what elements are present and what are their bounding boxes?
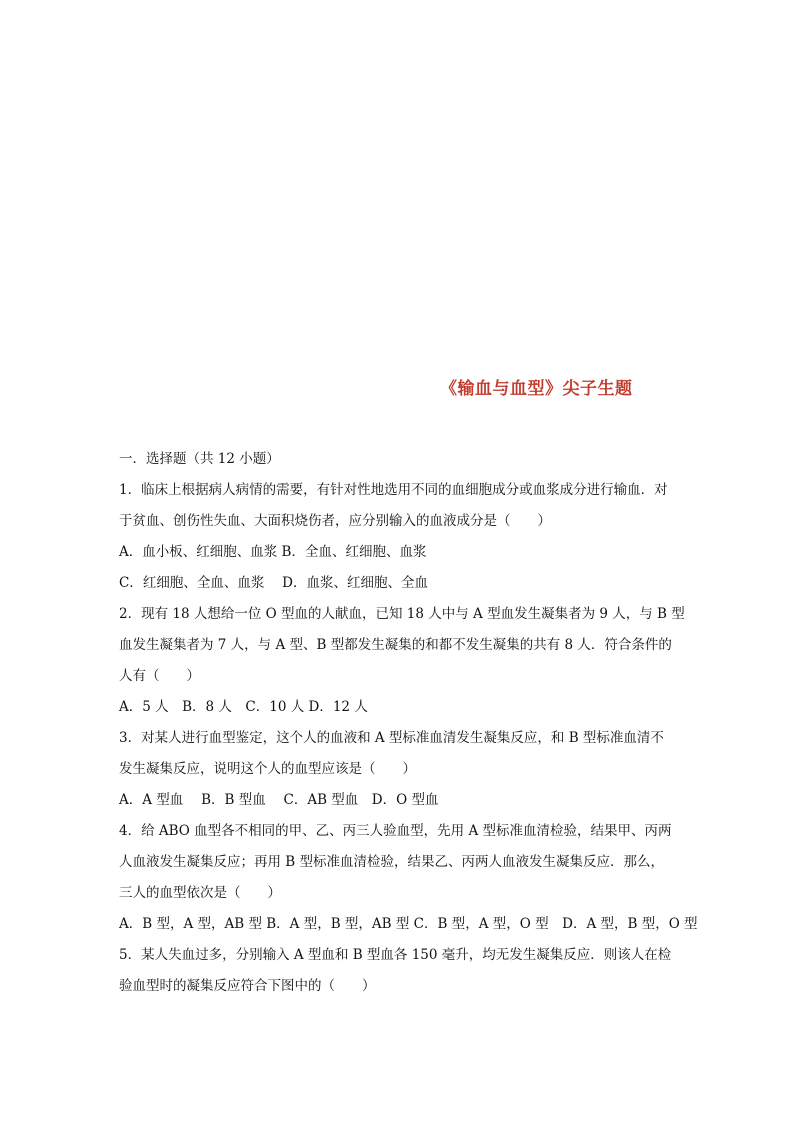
document-title: 《输血与血型》尖子生题 — [440, 379, 633, 399]
question-list — [119, 444, 698, 1002]
question-text-line: 2．现有 18 人想给一位 O 型血的人献血，已知 18 人中与 A 型血发生凝集者为 9 人，与 B 型 — [119, 606, 685, 622]
question-text-line: 三人的血型依次是（ ） — [119, 885, 281, 901]
question-text-line: 血发生凝集者为 7 人，与 A 型、B 型都发生凝集的和都不发生凝集的共有 8 人．符合条件的 — [119, 637, 672, 653]
question-text-line: 人有（ ） — [119, 668, 200, 684]
question-text-line: 于贫血、创伤性失血、大面积烧伤者，应分别输入的血液成分是（ ） — [119, 513, 551, 529]
question-text-line: 4．给 ABO 血型各不相同的甲、乙、丙三人验血型，先用 A 型标准血清检验，结果甲、丙两 — [119, 823, 672, 839]
question-text-line: 发生凝集反应，说明这个人的血型应该是（ ） — [119, 761, 416, 777]
question-options: A．血小板、红细胞、血浆 B．全血、红细胞、血浆 — [119, 544, 427, 560]
question-text-line: 1．临床上根据病人病情的需要，有针对性地选用不同的血细胞成分或血浆成分进行输血．对 — [119, 482, 668, 498]
question-text-line: 3．对某人进行血型鉴定，这个人的血液和 A 型标准血清发生凝集反应，和 B 型标准血清不 — [119, 730, 664, 746]
question-text-line: 5．某人失血过多，分别输入 A 型血和 B 型血各 150 毫升，均无发生凝集反应．则该人在检 — [119, 947, 672, 963]
question-options: A．B 型，A 型，AB 型 B．A 型，B 型，AB 型 C．B 型，A 型，O 型 D．A 型，B 型，O 型 — [119, 916, 698, 932]
section-header: 一．选择题（共 12 小题） — [119, 451, 280, 467]
question-options: A．5 人 B．8 人 C．10 人 D．12 人 — [119, 699, 368, 715]
question-options: C．红细胞、全血、血浆 D．血浆、红细胞、全血 — [119, 575, 428, 591]
question-text-line: 验血型时的凝集反应符合下图中的（ ） — [119, 978, 376, 994]
question-text-line: 人血液发生凝集反应；再用 B 型标准血清检验，结果乙、丙两人血液发生凝集反应．那么， — [119, 854, 665, 870]
question-options: A．A 型血 B．B 型血 C．AB 型血 D．O 型血 — [119, 792, 439, 808]
